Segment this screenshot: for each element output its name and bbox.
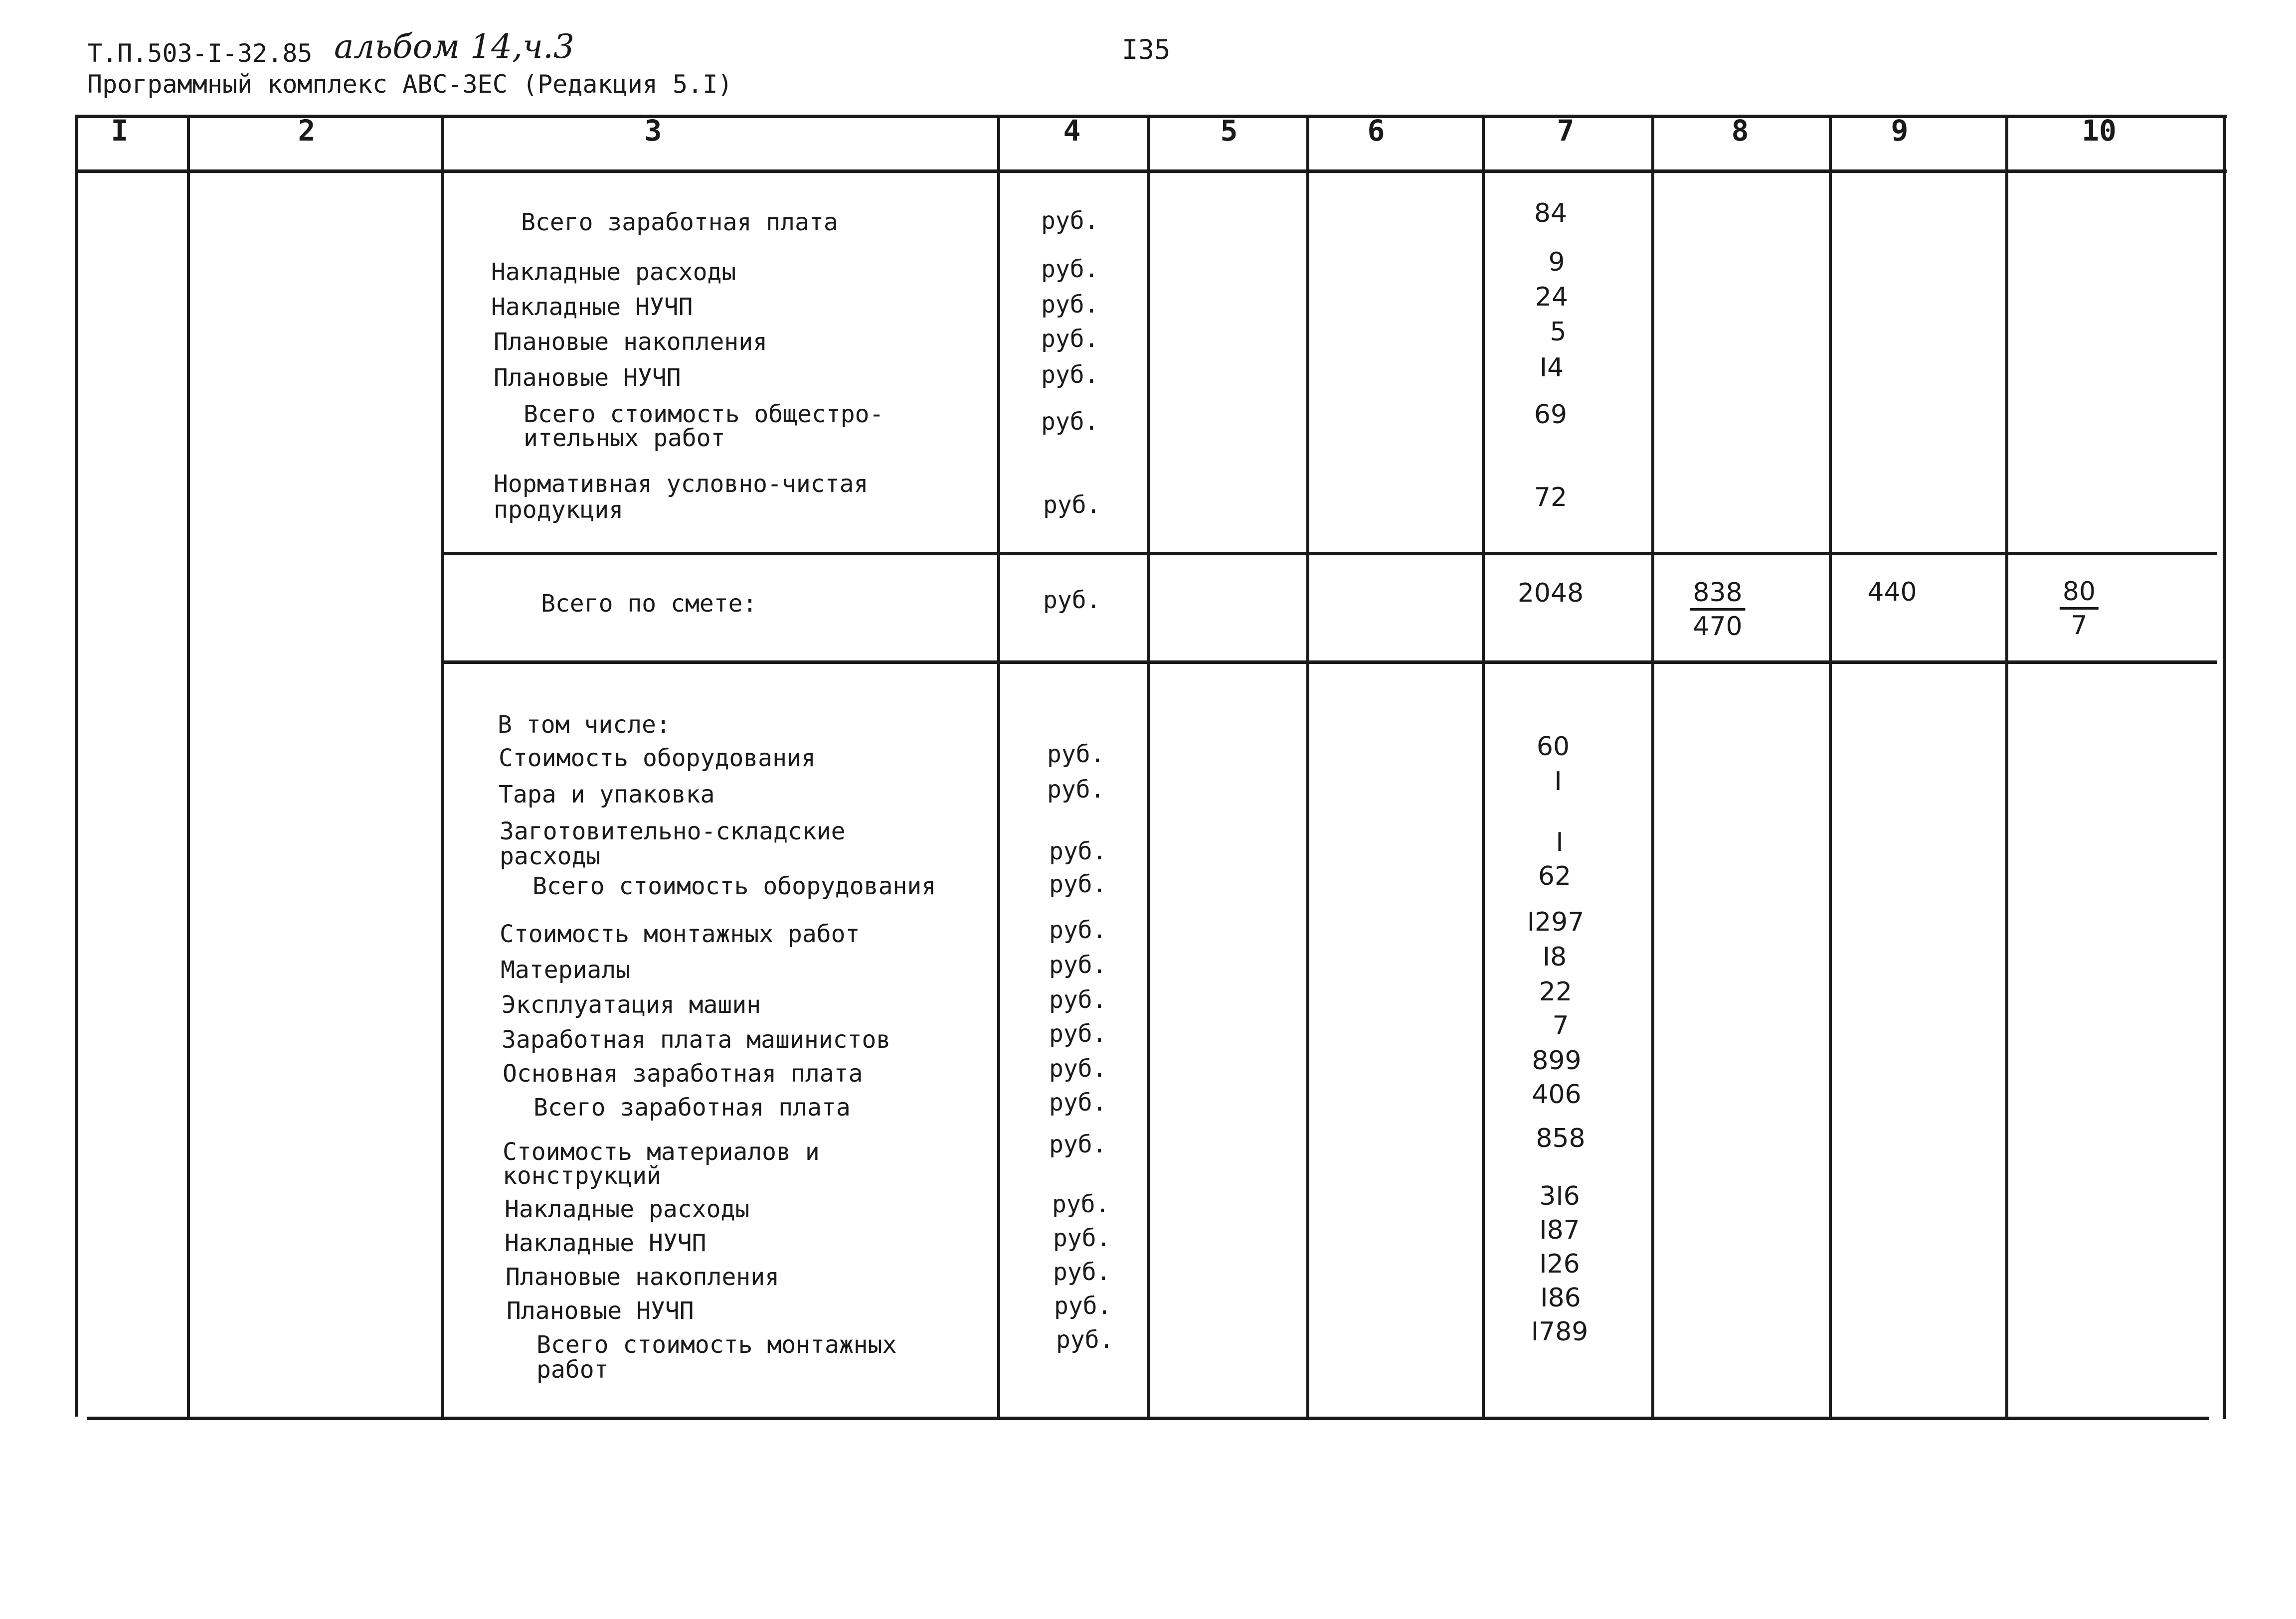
row-name: Стоимость монтажных работ [500,920,860,948]
row-unit: руб. [1054,1292,1112,1320]
row-unit: руб. [1049,986,1107,1014]
row-unit: руб. [1049,837,1107,865]
row-name: Материалы [501,956,631,984]
row-name-cont: конструкций [503,1162,661,1190]
row-unit: руб. [1049,1131,1107,1158]
col-header-7: 7 [1557,114,1575,148]
row-name: Накладные НУЧП [491,293,693,321]
row-name: Всего заработная плата [533,1094,851,1122]
row-value: I87 [1539,1215,1580,1245]
row-unit: руб. [1047,740,1105,768]
row-unit: руб. [1041,325,1099,353]
row-unit: руб. [1053,1258,1111,1286]
col-header-9: 9 [1891,114,1909,148]
row-name: Плановые накопления [494,328,768,356]
row-name-cont: продукция [494,496,624,524]
row-name: Всего стоимость общестро- [524,400,884,428]
row-unit: руб. [1052,1190,1110,1218]
row-name-cont: работ [536,1356,609,1384]
col-line-7 [1651,115,1654,1419]
row-name: Основная заработная плата [503,1060,863,1088]
col-line-3 [997,115,1000,1419]
row-unit: руб. [1041,361,1099,389]
col-header-6: 6 [1367,114,1385,148]
row-name-cont: ительных работ [524,424,725,452]
col-line-0 [75,115,78,1417]
row-value: 899 [1532,1046,1582,1076]
row-value: 7 [1552,1011,1569,1041]
row-value: 406 [1532,1080,1582,1110]
col-line-10 [2223,115,2226,1419]
row-unit: руб. [1043,491,1101,519]
doc-code: Т.П.503-I-32.85 [87,39,313,68]
row-name: Всего стоимость оборудования [532,872,936,900]
row-unit: руб. [1049,1089,1107,1117]
col-header-3: 3 [644,114,662,148]
row-unit: руб. [1049,870,1107,898]
row-name: Нормативная условно-чистая [494,470,869,498]
row-name: Заработная плата машинистов [502,1026,891,1054]
row-value: I26 [1539,1249,1580,1279]
col-header-2: 2 [298,114,316,148]
row-value: 9 [1548,247,1565,277]
total-col10-fraction [2060,577,2099,642]
row-value: I [1554,767,1562,797]
row-unit: руб. [1049,1055,1107,1083]
section-intro: В том числе: [498,711,671,739]
row-name: Накладные НУЧП [505,1229,706,1257]
row-name: Плановые накопления [506,1263,780,1291]
total-label: Всего по смете: [541,590,757,618]
row-name: Плановые НУЧП [507,1297,694,1325]
col-line-5 [1306,115,1309,1419]
row-unit: руб. [1047,776,1105,804]
row-value: I4 [1539,353,1564,383]
row-value: I8 [1542,942,1567,972]
row-name: Стоимость материалов и [503,1138,820,1166]
row-name: Заготовительно-складские [500,817,846,845]
row-unit: руб. [1053,1224,1111,1252]
total-col9: 440 [1867,577,1917,607]
col-line-1 [187,115,190,1419]
row-value: 858 [1536,1124,1586,1153]
row-unit: руб. [1049,1020,1107,1048]
page-number: I35 [1122,34,1171,65]
row-value: 69 [1534,400,1568,430]
row-name: Всего стоимость монтажных [536,1331,897,1359]
row-value: I297 [1527,907,1585,937]
total-unit: руб. [1043,586,1101,614]
row-unit: руб. [1049,916,1107,944]
total-col8-fraction [1690,578,1745,643]
total-col7: 2048 [1517,578,1584,608]
col-line-9 [2005,115,2008,1419]
total-col8-numerator: 838 [1690,578,1745,611]
col-line-4 [1147,115,1150,1419]
col-header-8: 8 [1731,114,1749,148]
row-unit: руб. [1049,951,1107,979]
row-value: 5 [1550,317,1567,347]
row-value: 72 [1534,483,1568,512]
col-header-1: I [111,114,129,148]
col-line-6 [1482,115,1485,1419]
row-unit: руб. [1041,255,1099,283]
col-line-2 [441,115,444,1419]
col-header-10: 10 [2082,114,2117,148]
table-header-rule [75,169,2227,173]
row-name: Накладные расходы [505,1195,750,1223]
row-name: Плановые НУЧП [494,364,681,392]
row-unit: руб. [1041,291,1099,319]
row-unit: руб. [1056,1326,1114,1354]
row-value: 3I6 [1539,1181,1580,1211]
row-unit: руб. [1041,207,1099,235]
row-value: 84 [1534,198,1568,228]
row-value: 24 [1535,282,1569,312]
col-header-4: 4 [1063,114,1081,148]
row-name-cont: расходы [500,842,601,870]
total-top-rule [442,552,2217,555]
row-value: 60 [1536,732,1570,762]
total-col10-denominator: 7 [2071,610,2088,641]
row-name: Тара и упаковка [499,781,715,809]
row-name: Стоимость оборудования [499,744,816,772]
row-name: Накладные расходы [491,258,736,286]
row-name: Эксплуатация машин [502,991,761,1019]
col-header-5: 5 [1220,114,1238,148]
album-note: альбом 14,ч.3 [334,27,575,66]
row-value: 62 [1538,861,1572,891]
row-unit: руб. [1041,408,1099,436]
col-line-8 [1829,115,1832,1419]
row-value: 22 [1539,977,1573,1007]
row-value: I86 [1540,1283,1581,1313]
total-col8-denominator: 470 [1693,611,1743,642]
row-value: I789 [1531,1317,1589,1347]
total-col10-numerator: 80 [2060,577,2099,610]
total-bottom-rule [442,660,2217,664]
program-title: Программный комплекс АВС-ЗЕС (Редакция 5.I) [87,70,733,99]
row-value: I [1556,827,1564,857]
row-name: Всего заработная плата [521,208,838,236]
